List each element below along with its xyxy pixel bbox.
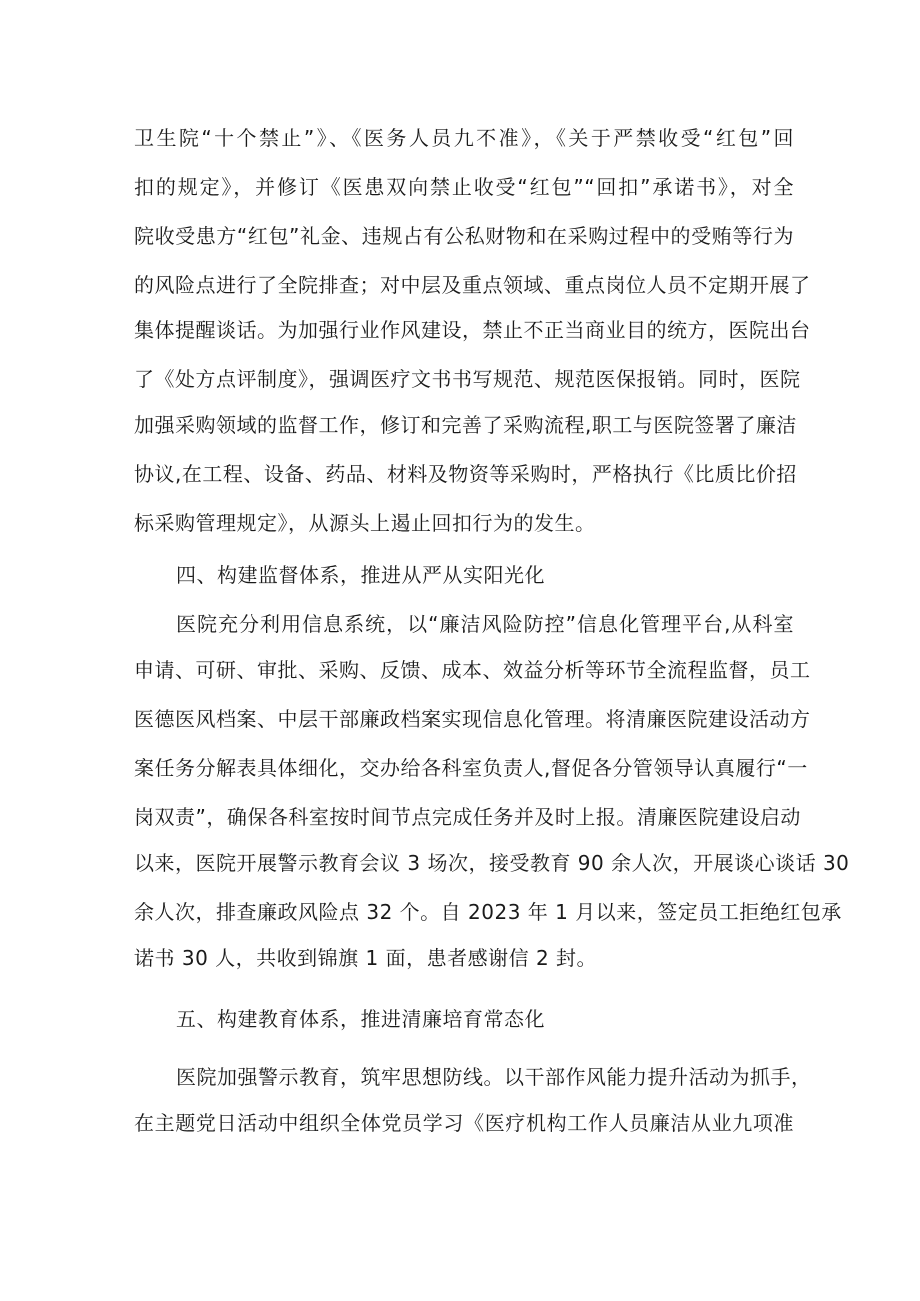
paragraph-2-line-3: 医德医风档案、中层干部廉政档案实现信息化管理。将清廉医院建设活动方 — [134, 707, 811, 731]
paragraph-1-line-4: 的风险点进行了全院排查；对中层及重点领域、重点岗位人员不定期开展了 — [134, 273, 811, 297]
paragraph-1-line-3: 院收受患方“红包”礼金、违规占有公私财物和在采购过程中的受贿等行为 — [134, 224, 794, 248]
paragraph-1-line-1: 卫生院“十个禁止”》、《医务人员九不准》，《关于严禁收受“红包”回 — [134, 126, 794, 150]
paragraph-3-line-2: 在主题党日活动中组织全体党员学习《医疗机构工作人员廉洁从业九项准 — [134, 1111, 794, 1135]
paragraph-1-line-7: 加强采购领域的监督工作，修订和完善了采购流程,职工与医院签署了廉洁 — [134, 413, 797, 437]
paragraph-1-line-5: 集体提醒谈话。为加强行业作风建设，禁止不正当商业目的统方，医院出台 — [134, 318, 811, 342]
paragraph-1-line-9: 标采购管理规定》，从源头上遏止回扣行为的发生。 — [134, 511, 596, 535]
paragraph-1-line-2: 扣的规定》，并修订《医患双向禁止收受“红包”“回扣”承诺书》，对全 — [134, 175, 794, 199]
paragraph-2-line-2: 申请、可研、审批、采购、反馈、成本、效益分析等环节全流程监督，员工 — [134, 658, 811, 682]
section-heading-5: 五、构建教育体系，推进清廉培育常态化 — [176, 1007, 545, 1031]
paragraph-2-line-5: 岗双责”，确保各科室按时间节点完成任务并及时上报。清廉医院建设启动 — [134, 805, 801, 829]
paragraph-1-line-6: 了《处方点评制度》，强调医疗文书书写规范、规范医保报销。同时，医院 — [134, 367, 801, 391]
paragraph-2-line-7: 余人次，排查廉政风险点 32 个。自 2023 年 1 月以来，签定员工拒绝红包承 — [134, 900, 842, 924]
paragraph-2-line-6: 以来，医院开展警示教育会议 3 场次，接受教育 90 余人次，开展谈心谈话 30 — [134, 851, 850, 875]
paragraph-3-line-1: 医院加强警示教育，筑牢思想防线。以干部作风能力提升活动为抓手， — [176, 1065, 812, 1089]
paragraph-2-line-8: 诺书 30 人，共收到锦旗 1 面，患者感谢信 2 封。 — [134, 946, 598, 970]
paragraph-1-line-8: 协议,在工程、设备、药品、材料及物资等采购时，严格执行《比质比价招 — [134, 462, 797, 486]
paragraph-2-line-4: 案任务分解表具体细化，交办给各科室负责人,督促各分管领导认真履行“一 — [134, 756, 808, 780]
paragraph-2-line-1: 医院充分利用信息系统，以“廉洁风险防控”信息化管理平台,从科室 — [176, 612, 794, 636]
section-heading-4: 四、构建监督体系，推进从严从实阳光化 — [176, 563, 545, 587]
